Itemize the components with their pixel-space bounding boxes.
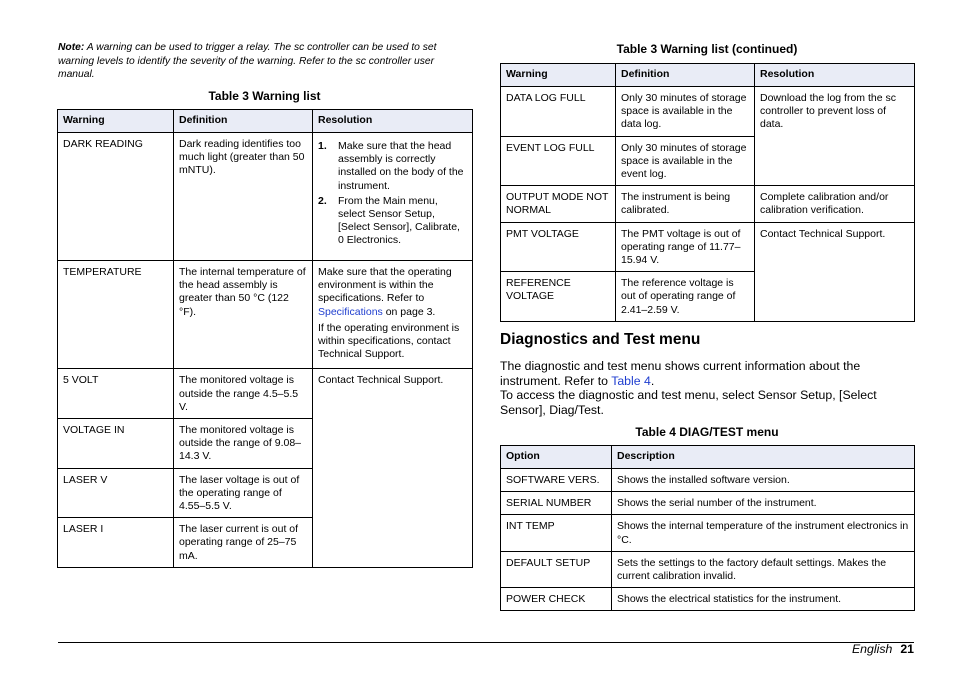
table3-continued-caption: Table 3 Warning list (continued) xyxy=(616,42,798,56)
table-row xyxy=(501,87,915,137)
table-row xyxy=(58,133,473,261)
specifications-link[interactable]: Specifications xyxy=(318,305,383,318)
description-cell: Shows the installed software version. xyxy=(612,469,915,492)
table-row xyxy=(501,588,915,611)
column-header-description: Description xyxy=(612,446,915,469)
step-number: 1. xyxy=(318,140,327,152)
footer-divider xyxy=(58,642,914,643)
table4-caption: Table 4 DIAG/TEST menu xyxy=(635,425,779,439)
table-row xyxy=(58,369,473,419)
definition-cell: Only 30 minutes of storage space is available in the data log. xyxy=(616,87,755,137)
warning-cell: DATA LOG FULL xyxy=(501,87,616,137)
option-cell: DEFAULT SETUP xyxy=(501,551,612,587)
resolution-text: on page 3. xyxy=(382,305,436,318)
table-row xyxy=(501,492,915,515)
table-row xyxy=(501,186,915,222)
warning-list-table xyxy=(57,109,473,568)
warning-list-continued-table xyxy=(500,63,915,322)
table-row xyxy=(501,469,915,492)
column-header-resolution: Resolution xyxy=(755,64,915,87)
page-footer xyxy=(852,642,914,656)
definition-cell: The laser voltage is out of the operating range of 4.55–5.5 V. xyxy=(174,468,313,518)
resolution-step xyxy=(318,195,467,248)
section-heading: Diagnostics and Test menu xyxy=(500,331,701,348)
definition-cell: The monitored voltage is outside the range of 9.08–14.3 V. xyxy=(174,419,313,469)
section-body xyxy=(500,359,920,417)
resolution-cell xyxy=(313,133,473,261)
body-paragraph: To access the diagnostic and test menu, select Sensor Setup, [Select Sensor], Diag/Test. xyxy=(500,388,877,417)
body-text: The diagnostic and test menu shows current information about the instrument. Refer to xyxy=(500,359,861,388)
warning-cell: LASER V xyxy=(58,468,174,518)
page-number: 21 xyxy=(900,642,914,656)
resolution-paragraph xyxy=(318,266,467,319)
option-cell: SERIAL NUMBER xyxy=(501,492,612,515)
table-header-row xyxy=(501,64,915,87)
column-header-option: Option xyxy=(501,446,612,469)
definition-cell: Only 30 minutes of storage space is available in the event log. xyxy=(616,136,755,186)
warning-cell: TEMPERATURE xyxy=(58,261,174,369)
column-header-warning: Warning xyxy=(58,110,174,133)
column-header-definition: Definition xyxy=(174,110,313,133)
definition-cell: The internal temperature of the head assembly is greater than 50 °C (122 °F). xyxy=(174,261,313,369)
warning-cell: OUTPUT MODE NOT NORMAL xyxy=(501,186,616,222)
option-cell: POWER CHECK xyxy=(501,588,612,611)
warning-cell: PMT VOLTAGE xyxy=(501,222,616,272)
column-header-definition: Definition xyxy=(616,64,755,87)
resolution-paragraph: If the operating environment is within specifications, contact Technical Support. xyxy=(318,321,460,361)
resolution-cell: Download the log from the sc controller to prevent loss of data. xyxy=(755,87,915,186)
warning-cell: DARK READING xyxy=(58,133,174,261)
warning-cell: LASER I xyxy=(58,518,174,568)
description-cell: Shows the serial number of the instrument. xyxy=(612,492,915,515)
warning-cell: EVENT LOG FULL xyxy=(501,136,616,186)
description-cell: Shows the internal temperature of the instrument electronics in °C. xyxy=(612,515,915,551)
warning-cell: VOLTAGE IN xyxy=(58,419,174,469)
note-text: A warning can be used to trigger a relay. The sc controller can be used to set warning levels to identify the severity of the warning. Refer to the sc controller user manual. xyxy=(58,42,437,80)
note-paragraph xyxy=(58,41,470,82)
option-cell: INT TEMP xyxy=(501,515,612,551)
definition-cell: The monitored voltage is outside the range 4.5–5.5 V. xyxy=(174,369,313,419)
definition-cell: The instrument is being calibrated. xyxy=(616,186,755,222)
step-text: From the Main menu, select Sensor Setup, [Select Sensor], Calibrate, 0 Electronics. xyxy=(338,194,460,247)
column-header-resolution: Resolution xyxy=(313,110,473,133)
note-label: Note: xyxy=(58,42,85,53)
diag-test-menu-table xyxy=(500,445,915,611)
table-header-row xyxy=(501,446,915,469)
resolution-steps xyxy=(318,140,467,248)
resolution-cell xyxy=(313,261,473,369)
definition-cell: The laser current is out of operating range of 25–75 mA. xyxy=(174,518,313,568)
table4-link[interactable]: Table 4 xyxy=(611,373,651,388)
resolution-text: Make sure that the operating environment is within the specifications. Refer to xyxy=(318,266,452,305)
resolution-step xyxy=(318,140,467,193)
footer-language: English xyxy=(851,642,893,656)
definition-cell: Dark reading identifies too much light (greater than 50 mNTU). xyxy=(174,133,313,261)
table-row xyxy=(501,222,915,272)
resolution-cell: Complete calibration and/or calibration verification. xyxy=(755,186,915,222)
description-cell: Sets the settings to the factory default settings. Makes the current calibration invalid. xyxy=(612,551,915,587)
warning-cell: 5 VOLT xyxy=(58,369,174,419)
resolution-cell: Contact Technical Support. xyxy=(755,222,915,321)
body-paragraph xyxy=(500,359,920,388)
table-header-row xyxy=(58,110,473,133)
step-text: Make sure that the head assembly is correctly installed on the body of the instrument. xyxy=(338,140,464,192)
step-number: 2. xyxy=(318,194,327,207)
body-text: . xyxy=(650,373,655,388)
table-row xyxy=(501,515,915,551)
table3-caption: Table 3 Warning list xyxy=(208,89,321,103)
warning-cell: REFERENCE VOLTAGE xyxy=(501,272,616,322)
table-row xyxy=(58,261,473,369)
column-header-warning: Warning xyxy=(501,64,616,87)
description-cell: Shows the electrical statistics for the instrument. xyxy=(612,588,915,611)
resolution-cell: Contact Technical Support. xyxy=(313,369,473,567)
definition-cell: The PMT voltage is out of operating range of 11.77–15.94 V. xyxy=(616,222,755,272)
option-cell: SOFTWARE VERS. xyxy=(501,469,612,492)
table-row xyxy=(501,551,915,587)
definition-cell: The reference voltage is out of operating range of 2.41–2.59 V. xyxy=(616,272,755,322)
